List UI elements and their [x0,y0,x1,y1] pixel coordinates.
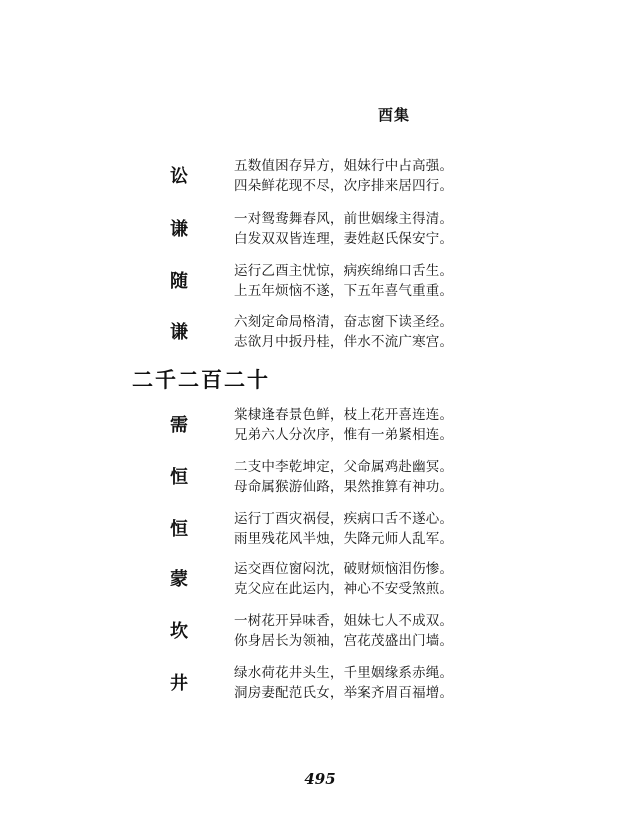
verse-entry [0,259,640,303]
hexagram-label: 坎 [170,621,188,642]
verse-entry [0,557,640,601]
hexagram-label: 谦 [170,322,188,343]
verse-line: 五数值困存异方，姐妹行中占高强。 [234,158,454,174]
verse-line: 运交酉位窗闷沈，破财烦恼泪伤惨。 [234,561,454,577]
verse-line: 志欲月中扳丹桂，伴水不流广寒宫。 [234,334,454,350]
page-number: 495 [304,770,336,788]
verse-line: 你身居长为领袖，宫花茂盛出门墙。 [234,633,454,649]
verse-line: 运行乙酉主忧惊，病疾绵绵口舌生。 [234,263,454,279]
verse-line: 绿水荷花井头生，千里姻缘系赤绳。 [234,665,454,681]
verse-entry [0,609,640,653]
verse-entry [0,310,640,354]
verse-entry [0,403,640,447]
hexagram-label: 讼 [170,166,188,187]
hexagram-label: 蒙 [170,569,188,590]
verse-entry [0,154,640,198]
verse-entry [0,455,640,499]
hexagram-label: 恒 [170,519,188,540]
verse-entry [0,507,640,551]
hexagram-label: 恒 [170,467,188,488]
verse-line: 运行丁酉灾祸侵，疾病口舌不遂心。 [234,511,454,527]
verse-line: 母命属猴游仙路，果然推算有神功。 [234,479,454,495]
verse-line: 白发双双皆连理，妻姓赵氏保安宁。 [234,231,454,247]
section-heading: 二千二百二十 [132,367,270,392]
verse-line: 克父应在此运内，神心不安受煞煎。 [234,581,454,597]
hexagram-label: 谦 [170,219,188,240]
hexagram-label: 井 [170,673,188,694]
verse-line: 六刻定命局格清，奋志窗下读圣经。 [234,314,454,330]
page-header: 酉集 [378,106,411,124]
verse-line: 雨里残花风半烛，失降元师人乱军。 [234,531,454,547]
verse-line: 洞房妻配范氏女，举案齐眉百福增。 [234,685,454,701]
verse-entry [0,207,640,251]
verse-line: 棠棣逢春景色鲜，枝上花开喜连连。 [234,407,454,423]
verse-line: 一树花开异味香，姐妹七人不成双。 [234,613,454,629]
verse-line: 一对鸳鸯舞春风，前世姻缘主得清。 [234,211,454,227]
verse-line: 上五年烦恼不遂，下五年喜气重重。 [234,283,454,299]
verse-line: 兄弟六人分次序，惟有一弟紧相连。 [234,427,454,443]
verse-entry [0,661,640,705]
hexagram-label: 需 [170,415,188,436]
hexagram-label: 随 [170,271,188,292]
verse-line: 二支中李乾坤定，父命属鸡赴幽冥。 [234,459,454,475]
verse-line: 四朵鲜花现不尽，次序排来居四行。 [234,178,454,194]
